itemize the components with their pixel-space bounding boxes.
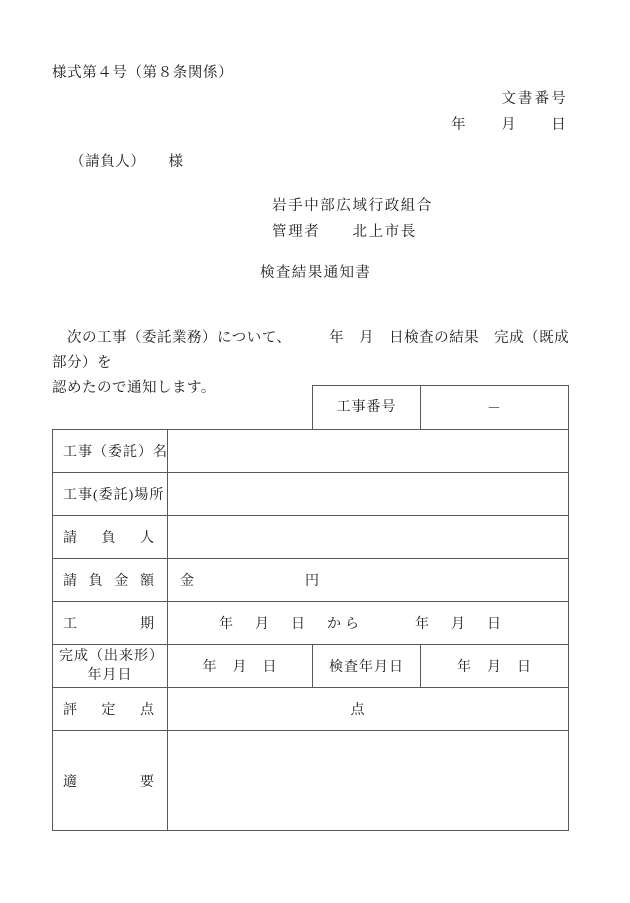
- period-inner: [174, 613, 562, 633]
- contract-amount-value[interactable]: [168, 559, 569, 602]
- document-number-label: 文書番号: [501, 91, 568, 107]
- table-row-work-place: [53, 473, 569, 516]
- document-date-label: 年 月 日: [451, 117, 568, 133]
- work-number-label: 工事番号: [313, 386, 421, 430]
- table-row-period: [53, 602, 569, 645]
- issuer-representative: 管理者 北上市長: [272, 224, 417, 240]
- table-row-remarks: [53, 731, 569, 831]
- period-value[interactable]: [168, 602, 569, 645]
- completion-date-value[interactable]: 年 月 日: [168, 645, 313, 688]
- period-from: 年 月 日 から: [219, 617, 363, 632]
- body-line-1: 次の工事（委託業務）について、 年 月 日検査の結果 完成（既成部分）を: [52, 330, 570, 371]
- rating-unit: 点: [350, 703, 366, 718]
- spacer-cell: [168, 386, 313, 430]
- form-number: 様式第４号（第８条関係）: [52, 65, 234, 81]
- inspection-date-value[interactable]: 年 月 日: [421, 645, 569, 688]
- completion-label-line-2: 年月日: [87, 668, 133, 683]
- work-name-label: 工事（委託）名: [53, 430, 168, 473]
- work-place-value[interactable]: [168, 473, 569, 516]
- inspection-date-label: 検査年月日: [313, 645, 421, 688]
- money-unit: 円: [305, 574, 320, 589]
- period-to: 年 月 日: [415, 617, 505, 632]
- work-number-value[interactable]: －: [421, 386, 569, 430]
- contractor-value[interactable]: [168, 516, 569, 559]
- rating-value[interactable]: [168, 688, 569, 731]
- contractor-label: 請負人: [53, 516, 168, 559]
- document-title: 検査結果通知書: [260, 265, 372, 281]
- body-line-2: 認めたので通知します。: [52, 380, 216, 396]
- remarks-label: 適要: [53, 731, 168, 831]
- work-name-value[interactable]: [168, 430, 569, 473]
- work-place-label: 工事(委託)場所: [53, 473, 168, 516]
- addressee-line: （請負人） 様: [70, 154, 184, 170]
- remarks-value[interactable]: [168, 731, 569, 831]
- rating-label: 評定点: [53, 688, 168, 731]
- contract-amount-label: 請負金額: [53, 559, 168, 602]
- completion-label: [53, 645, 168, 688]
- spacer-cell: [53, 386, 168, 430]
- table-row-work-number: [53, 386, 569, 430]
- table-row-completion: [53, 645, 569, 688]
- period-label: 工期: [53, 602, 168, 645]
- issuer-organization: 岩手中部広域行政組合: [272, 198, 433, 214]
- table-row-contract-amount: [53, 559, 569, 602]
- table-row-work-name: [53, 430, 569, 473]
- table-row-contractor: [53, 516, 569, 559]
- completion-label-line-1: 完成（出来形）: [59, 649, 164, 664]
- table-row-rating: [53, 688, 569, 731]
- money-prefix: 金: [180, 574, 195, 589]
- inspection-result-table: [52, 385, 569, 831]
